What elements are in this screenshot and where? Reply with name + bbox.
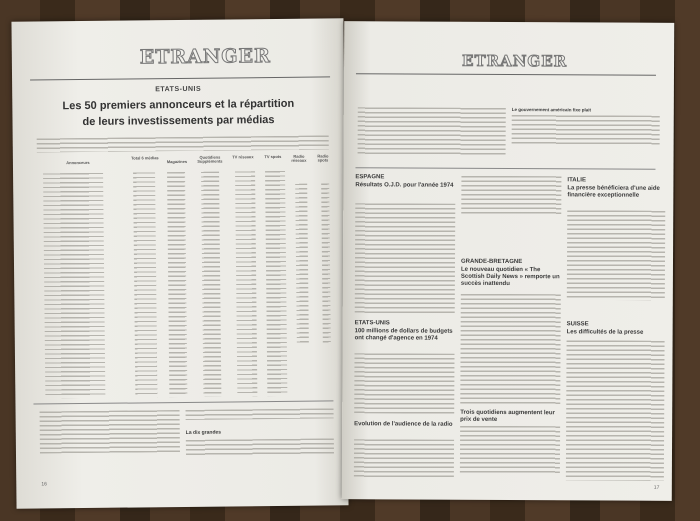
article-title-line2: de leurs investissements par médias <box>82 114 275 129</box>
article-headline: Le nouveau quotidien « The Scottish Daily News » remporte un succès inattendu <box>460 266 560 287</box>
body-text-column <box>186 408 334 420</box>
table-column <box>167 172 187 397</box>
table-advertiser-column <box>43 173 105 399</box>
body-text-column <box>460 294 561 405</box>
table-column <box>235 171 257 396</box>
body-text-column <box>512 115 660 146</box>
article-kicker: GRANDE-BRETAGNE <box>460 258 523 266</box>
body-text-column <box>354 353 454 414</box>
article-headline: 100 millions de dollars de budgets ont changé d'agence en 1974 <box>354 328 453 342</box>
article-kicker: ETATS-UNIS <box>354 320 390 327</box>
article-title-line1: Les 50 premiers annonceurs et la répartition <box>62 97 295 113</box>
article-kicker: ITALIE <box>567 177 587 184</box>
body-text-column <box>186 438 334 456</box>
article-headline: Les difficultés de la presse <box>566 329 644 336</box>
body-text-column <box>460 426 560 475</box>
table-header: Radio réseaux <box>291 153 307 164</box>
table-header: Magazines <box>166 158 188 165</box>
table-column <box>321 183 331 343</box>
table-header: TV spots <box>264 153 282 160</box>
article-headline: Trois quotidiens augmentent leur prix de vente <box>460 409 555 423</box>
left-magazine-page <box>11 18 348 508</box>
body-text-column <box>355 203 456 314</box>
subheading: Le gouvernement américain fixe plait <box>511 107 592 113</box>
table-header: Radio spots <box>317 153 329 163</box>
table-header: TV réseaux <box>232 154 254 160</box>
table-header: Total 6 médias <box>131 155 159 161</box>
body-text-column <box>40 410 180 453</box>
body-text-column <box>566 340 665 481</box>
subheading: La dix grandes <box>185 429 222 436</box>
section-logo: ETRANGER <box>462 51 568 71</box>
article-headline: Résultats O.J.D. pour l'année 1974 <box>355 182 454 189</box>
table-header: Quotidiens Suppléments <box>197 154 223 165</box>
table-column <box>201 172 221 397</box>
divider <box>355 167 655 170</box>
page-number: 16 <box>41 481 47 488</box>
table-header: Annonceurs <box>66 159 90 166</box>
article-kicker: ESPAGNE <box>355 174 385 181</box>
article-kicker: SUISSE <box>566 321 589 328</box>
intro-text <box>37 135 329 152</box>
right-magazine-page <box>342 21 674 501</box>
article-headline: Evolution de l'audience de la radio <box>354 421 453 428</box>
body-text-column <box>567 210 665 301</box>
section-logo: ETRANGER <box>139 45 271 69</box>
divider <box>30 76 330 80</box>
body-text-column <box>354 439 454 478</box>
divider <box>33 400 333 404</box>
table-column <box>265 171 287 396</box>
body-text-column <box>358 107 506 156</box>
table-column <box>133 172 157 397</box>
page-number: 17 <box>653 484 660 491</box>
kicker: ETATS-UNIS <box>155 85 202 94</box>
divider <box>356 73 656 76</box>
table-column <box>295 184 309 344</box>
body-text-column <box>461 176 561 217</box>
article-headline: La presse bénéficiera d'une aide financière exceptionnelle <box>567 185 660 199</box>
